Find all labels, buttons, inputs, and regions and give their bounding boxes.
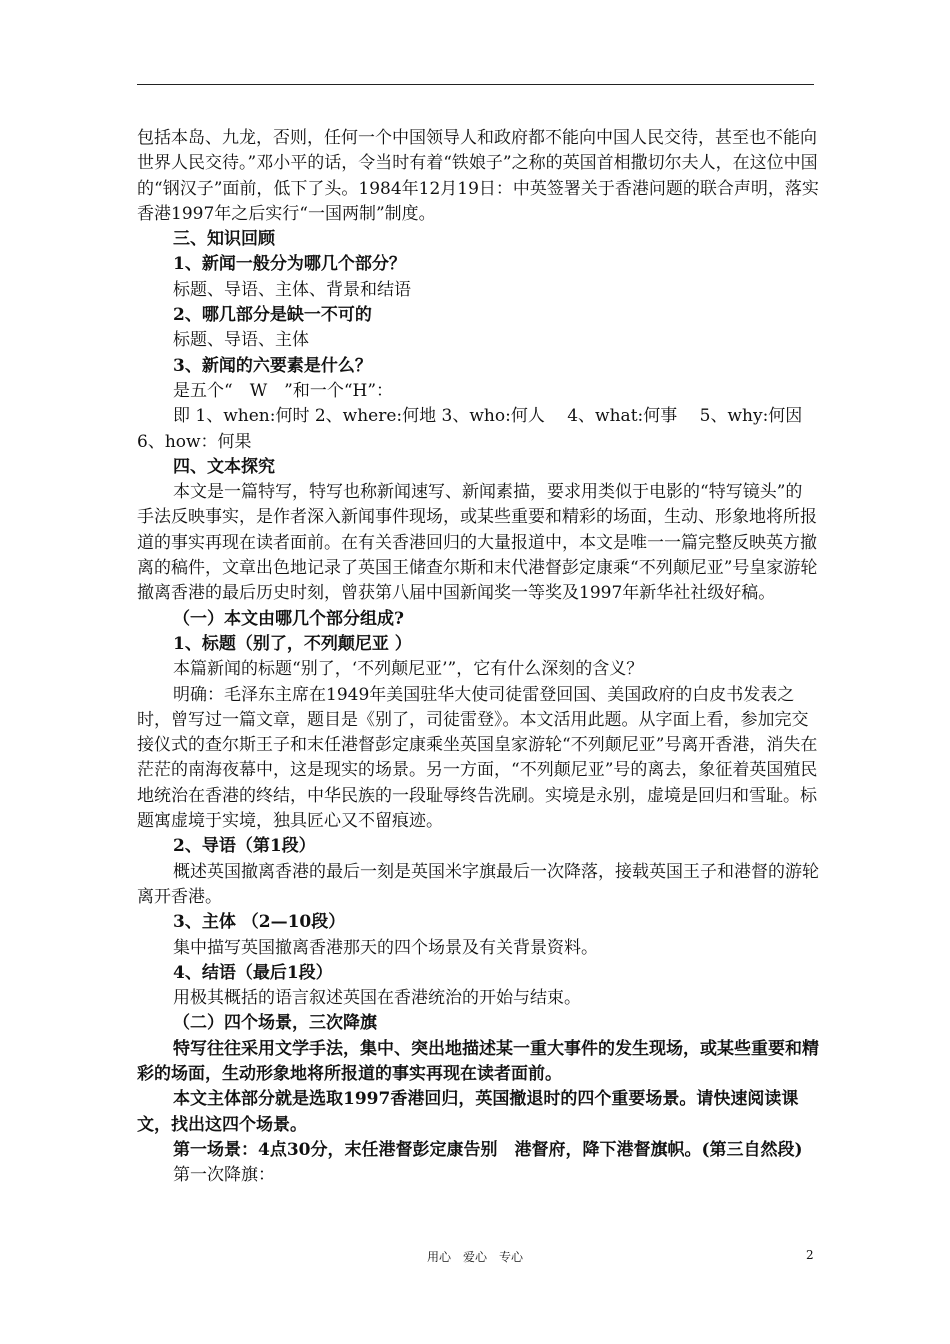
section-heading: 2、哪几部分是缺一不可的 bbox=[173, 305, 372, 326]
section-heading: 3、主体 （2—10段） bbox=[173, 912, 346, 933]
section-heading: 第一场景：4点30分，末任港督彭定康告别 港督府，降下港督旗帜。(第三自然段) bbox=[173, 1139, 803, 1160]
section-heading: 3、新闻的六要素是什么？ bbox=[173, 355, 372, 376]
paragraph: 即 1、when:何时 2、where:何地 3、who:何人 4、what:何事 5、why:何因 6、how：何果 bbox=[137, 406, 803, 452]
section-heading: 三、知识回顾 bbox=[173, 229, 275, 250]
paragraph: 标题、导语、主体 bbox=[173, 330, 309, 351]
section-heading: 四、文本探究 bbox=[173, 456, 275, 477]
section-heading: 特写往往采用文学手法，集中、突出地描述某一重大事件的发生现场，或某些重要和精彩的场面，生动形象地将所报道的事实再现在读者面前。 bbox=[137, 1038, 819, 1084]
section-heading: 1、新闻一般分为哪几个部分？ bbox=[173, 254, 406, 275]
footer-motto: 用心 爱心 专心 bbox=[426, 1250, 523, 1264]
paragraph: 是五个“ W ”和一个“H”： bbox=[173, 380, 394, 401]
document-body bbox=[137, 126, 819, 1188]
paragraph: 本篇新闻的标题“别了，‘不列颠尼亚’”，它有什么深刻的含义？ bbox=[173, 659, 644, 680]
header-rule bbox=[137, 84, 814, 85]
section-heading: 本文主体部分就是选取1997香港回归，英国撤退时的四个重要场景。请快速阅读课文，找出这四个场景。 bbox=[137, 1089, 799, 1135]
paragraph: 标题、导语、主体、背景和结语 bbox=[173, 279, 411, 300]
paragraph: 明确：毛泽东主席在1949年美国驻华大使司徒雷登回国、美国政府的白皮书发表之时，曾写过一篇文章，题目是《别了，司徒雷登》。本文活用此题。从字面上看，参加完交接仪式的查尔斯王子和末任港督彭定康乘坐英国皇家游轮“不列颠尼亚”号离开香港，消失在茫茫的南海夜幕中，这是现实的场景。另一方面，“不列颠尼亚”号的离去，象征着英国殖民地统治在香港的终结，中华民族的一段耻辱终告洗刷。实境是永别，虚境是回归和雪耻。标题寓虚境于实境，独具匠心又不留痕迹。 bbox=[137, 684, 818, 832]
section-heading: 1、标题（别了，不列颠尼亚 ） bbox=[173, 633, 412, 654]
paragraph: 概述英国撤离香港的最后一刻是英国米字旗最后一次降落，接载英国王子和港督的游轮离开香港。 bbox=[137, 861, 819, 907]
paragraph: 用极其概括的语言叙述英国在香港统治的开始与结束。 bbox=[173, 988, 581, 1009]
section-heading: （一）本文由哪几个部分组成? bbox=[173, 608, 404, 629]
paragraph: 包括本岛、九龙，否则，任何一个中国领导人和政府都不能向中国人民交待，甚至也不能向世界人民交待。”邓小平的话，令当时有着“铁娘子”之称的英国首相撒切尔夫人，在这位中国的“钢汉子”面前，低下了头。1984年12月19日：中英签署关于香港问题的联合声明，落实香港1997年之后实行“一国两制”制度。 bbox=[137, 128, 819, 224]
paragraph: 集中描写英国撤离香港那天的四个场景及有关背景资料。 bbox=[173, 937, 598, 958]
page-number: 2 bbox=[806, 1248, 814, 1262]
section-heading: （二）四个场景，三次降旗 bbox=[173, 1013, 377, 1034]
section-heading: 4、结语（最后1段） bbox=[173, 962, 333, 983]
section-heading: 2、导语（第1段） bbox=[173, 836, 316, 857]
paragraph: 第一次降旗： bbox=[173, 1165, 275, 1186]
paragraph: 本文是一篇特写，特写也称新闻速写、新闻素描，要求用类似于电影的“特写镜头”的手法反映事实，是作者深入新闻事件现场，或某些重要和精彩的场面，生动、形象地将所报道的事实再现在读者面前。在有关香港回归的大量报道中，本文是唯一一篇完整反映英方撤离的稿件，文章出色地记录了英国王储查尔斯和末代港督彭定康乘“不列颠尼亚”号皇家游轮撤离香港的最后历史时刻，曾获第八届中国新闻奖一等奖及1997年新华社社级好稿。 bbox=[137, 482, 818, 604]
